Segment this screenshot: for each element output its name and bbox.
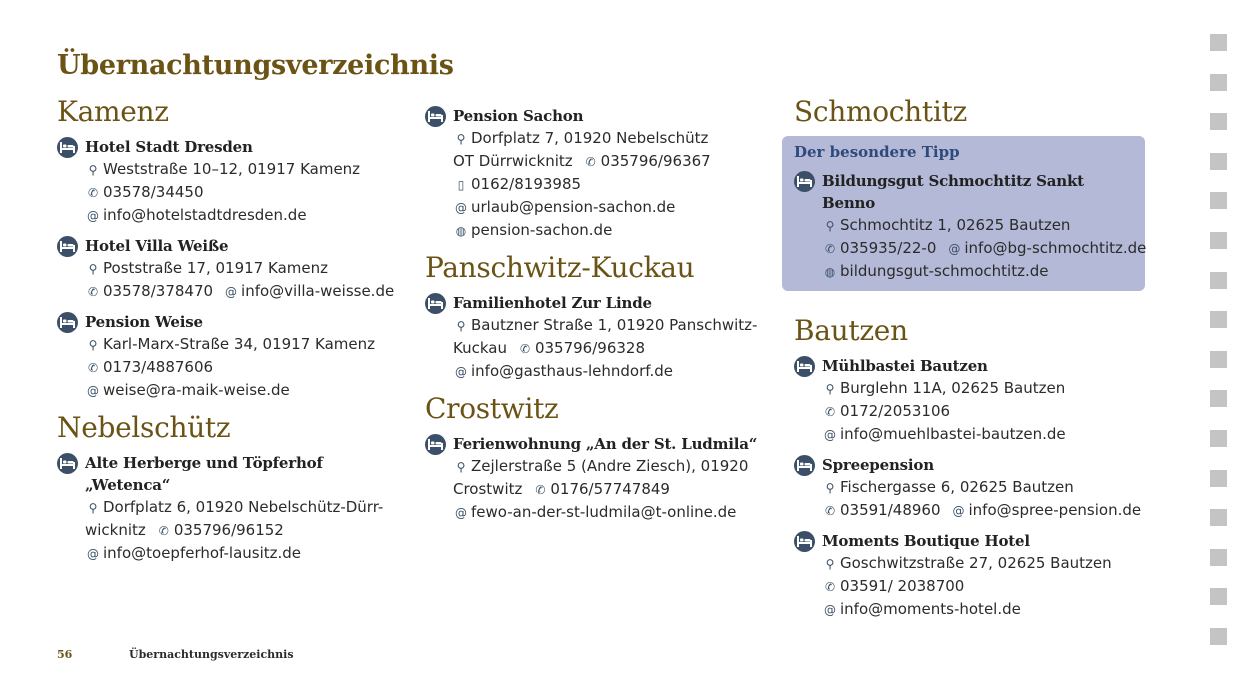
email[interactable]: urlaub@pension-sachon.de: [471, 198, 676, 216]
email[interactable]: info@muehlbastei-bautzen.de: [840, 425, 1066, 443]
phone[interactable]: 035935/22-0: [840, 239, 937, 257]
bed-icon: [57, 312, 78, 333]
listing-name: Alte Herberge und Töpferhof „Wetenca“: [85, 454, 323, 494]
decorative-square: [1210, 153, 1227, 170]
listing-alte-herberge: [57, 452, 407, 565]
location-pin-icon: ⚲: [88, 262, 98, 276]
location-pin-icon: ⚲: [825, 382, 835, 396]
tip-label: Der besondere Tipp: [794, 143, 960, 161]
phone[interactable]: 03591/48960: [840, 501, 941, 519]
location-pin-icon: ⚲: [456, 319, 466, 333]
phone[interactable]: 03578/34450: [103, 183, 204, 201]
bed-icon: [57, 453, 78, 474]
section-title-kamenz: Kamenz: [57, 95, 169, 128]
phone-icon: ✆: [585, 155, 596, 169]
decorative-square: [1210, 34, 1227, 51]
bed-icon: [794, 356, 815, 377]
email[interactable]: info@villa-weisse.de: [241, 282, 395, 300]
footer-section-title: Übernachtungsverzeichnis: [129, 648, 294, 661]
page-title: Übernachtungsverzeichnis: [57, 50, 454, 81]
phone-icon: ✆: [824, 405, 836, 419]
mobile-phone-icon: ▯: [457, 178, 465, 192]
email[interactable]: info@hotelstadtdresden.de: [103, 206, 307, 224]
globe-icon: ◍: [455, 224, 467, 238]
tip-box: [782, 136, 1145, 291]
address: Dorfplatz 6, 01920 Nebelschütz-Dürr-: [103, 498, 384, 516]
email-icon: @: [87, 384, 99, 398]
phone-icon: ✆: [519, 342, 530, 356]
phone[interactable]: 035796/96367: [600, 152, 711, 170]
phone[interactable]: 0173/4887606: [103, 358, 214, 376]
decorative-square: [1210, 311, 1227, 328]
bed-icon: [794, 171, 815, 192]
decorative-square: [1210, 74, 1227, 91]
email-icon: @: [87, 209, 99, 223]
address: Fischergasse 6, 02625 Bautzen: [840, 478, 1074, 496]
listing-moments-boutique-hotel: [794, 530, 1154, 621]
decorative-square: [1210, 628, 1227, 645]
address: Schmochtitz 1, 02625 Bautzen: [840, 216, 1071, 234]
location-pin-icon: ⚲: [456, 460, 466, 474]
email-icon: @: [824, 603, 836, 617]
column-1: [57, 94, 407, 573]
decorative-square-strip: [1210, 34, 1228, 668]
listing-pension-weise: [57, 311, 407, 402]
listing-name: Mühlbastei Bautzen: [822, 357, 988, 375]
location-pin-icon: ⚲: [88, 163, 98, 177]
email-icon: @: [87, 547, 99, 561]
address: Weststraße 10–12, 01917 Kamenz: [103, 160, 361, 178]
listing-ferienwohnung-st-ludmila: [425, 433, 775, 524]
location-pin-icon: ⚲: [825, 481, 835, 495]
listing-spreepension: [794, 454, 1154, 522]
website[interactable]: bildungsgut-schmochtitz.de: [840, 262, 1049, 280]
phone[interactable]: 03578/378470: [103, 282, 214, 300]
email-icon: @: [824, 428, 836, 442]
address-continued: wicknitz: [85, 521, 146, 539]
column-3: [794, 94, 1154, 629]
email-icon: @: [225, 285, 238, 299]
listing-name: Hotel Villa Weiße: [85, 237, 229, 255]
address: Bautzner Straße 1, 01920 Panschwitz-: [471, 316, 758, 334]
decorative-square: [1210, 549, 1227, 566]
location-pin-icon: ⚲: [88, 338, 98, 352]
bed-icon: [794, 531, 815, 552]
address: Goschwitzstraße 27, 02625 Bautzen: [840, 554, 1112, 572]
bed-icon: [57, 236, 78, 257]
bed-icon: [425, 293, 446, 314]
location-pin-icon: ⚲: [456, 132, 466, 146]
location-pin-icon: ⚲: [825, 557, 835, 571]
listing-pension-sachon: [425, 105, 775, 242]
decorative-square: [1210, 430, 1227, 447]
listing-name: Hotel Stadt Dresden: [85, 138, 253, 156]
phone-icon: ✆: [824, 504, 836, 518]
phone-icon: ✆: [87, 285, 99, 299]
phone[interactable]: 035796/96328: [534, 339, 646, 357]
address-continued: Crostwitz: [453, 480, 523, 498]
decorative-square: [1210, 113, 1227, 130]
phone[interactable]: 03591/ 2038700: [840, 577, 965, 595]
address-continued: OT Dürrwicknitz: [453, 152, 573, 170]
bed-icon: [57, 137, 78, 158]
decorative-square: [1210, 390, 1227, 407]
email[interactable]: weise@ra-maik-weise.de: [103, 381, 290, 399]
column-2: [425, 105, 775, 532]
bed-icon: [425, 106, 446, 127]
listing-name: Pension Sachon: [453, 107, 584, 125]
location-pin-icon: ⚲: [825, 219, 835, 233]
address-continued: Kuckau: [453, 339, 507, 357]
section-title-crostwitz: Crostwitz: [425, 392, 559, 425]
listing-name: Bildungsgut Schmochtitz Sankt Benno: [822, 172, 1084, 212]
location-pin-icon: ⚲: [88, 501, 98, 515]
website[interactable]: pension-sachon.de: [471, 221, 613, 239]
bed-icon: [425, 434, 446, 455]
decorative-square: [1210, 509, 1227, 526]
phone-icon: ✆: [535, 483, 546, 497]
listing-hotel-stadt-dresden: [57, 136, 407, 227]
email[interactable]: fewo-an-der-st-ludmila@t-online.de: [471, 503, 737, 521]
email-icon: @: [455, 506, 467, 520]
email-icon: @: [455, 365, 467, 379]
mobile[interactable]: 0162/8193985: [471, 175, 582, 193]
listing-name: Pension Weise: [85, 313, 203, 331]
bed-icon: [794, 455, 815, 476]
phone[interactable]: 0172/2053106: [840, 402, 951, 420]
address: Poststraße 17, 01917 Kamenz: [103, 259, 328, 277]
address: Karl-Marx-Straße 34, 01917 Kamenz: [103, 335, 375, 353]
section-title-panschwitz-kuckau: Panschwitz-Kuckau: [425, 251, 695, 284]
email[interactable]: info@moments-hotel.de: [840, 600, 1021, 618]
email-icon: @: [952, 504, 965, 518]
phone[interactable]: 0176/57747849: [550, 480, 670, 498]
decorative-square: [1210, 232, 1227, 249]
phone-icon: ✆: [87, 361, 99, 375]
email-icon: @: [455, 201, 467, 215]
listing-hotel-villa-weisse: [57, 235, 407, 303]
email[interactable]: info@spree-pension.de: [968, 501, 1142, 519]
phone-icon: ✆: [824, 580, 836, 594]
section-title-bautzen: Bautzen: [794, 314, 908, 347]
address: Zejlerstraße 5 (Andre Ziesch), 01920: [471, 457, 749, 475]
email[interactable]: info@gasthaus-lehndorf.de: [471, 362, 673, 380]
section-title-nebelschuetz: Nebelschütz: [57, 411, 231, 444]
decorative-square: [1210, 272, 1227, 289]
email[interactable]: info@bg-schmochtitz.de: [964, 239, 1147, 257]
listing-name: Moments Boutique Hotel: [822, 532, 1030, 550]
email[interactable]: info@toepferhof-lausitz.de: [103, 544, 302, 562]
listing-name: Ferienwohnung „An der St. Ludmila“: [453, 435, 758, 453]
decorative-square: [1210, 351, 1227, 368]
listing-name: Spreepension: [822, 456, 934, 474]
decorative-square: [1210, 470, 1227, 487]
section-title-schmochtitz: Schmochtitz: [794, 95, 967, 128]
listing-familienhotel-zur-linde: [425, 292, 775, 383]
address: Dorfplatz 7, 01920 Nebelschütz: [471, 129, 709, 147]
listing-name: Familienhotel Zur Linde: [453, 294, 652, 312]
phone-icon: ✆: [158, 524, 169, 538]
listing-muehlbastei-bautzen: [794, 355, 1154, 446]
page-number: 56: [57, 648, 73, 661]
globe-icon: ◍: [824, 265, 836, 279]
phone-icon: ✆: [824, 242, 836, 256]
decorative-square: [1210, 192, 1227, 209]
address: Burglehn 11A, 02625 Bautzen: [840, 379, 1066, 397]
email-icon: @: [948, 242, 961, 256]
phone-icon: ✆: [87, 186, 99, 200]
decorative-square: [1210, 588, 1227, 605]
listing-bildungsgut-schmochtitz: [794, 170, 1147, 283]
phone[interactable]: 035796/96152: [173, 521, 284, 539]
